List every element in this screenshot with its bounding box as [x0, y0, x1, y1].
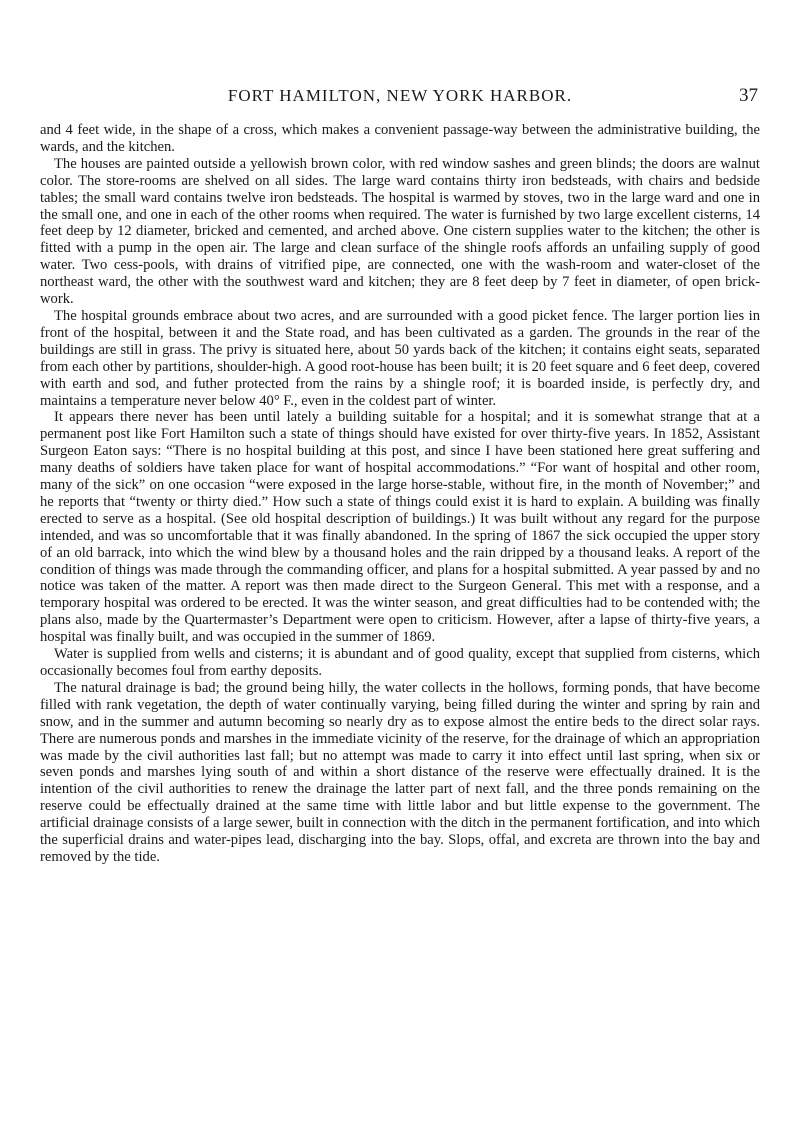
page-number: 37: [739, 85, 758, 106]
running-head: [40, 86, 760, 112]
body-text: [40, 122, 760, 866]
paragraph-drainage: The natural drainage is bad; the ground being hilly, the water collects in the hollows, forming ponds, that have become filled with rank vegetation, the depth of water continually varying, being filled during the winter and spring by rain and snow, and in the summer and autumn becoming so nearly dry as to expose almost the entire beds to the direct solar rays. There are numerous ponds and marshes in the immediate vicinity of the reserve, for the drainage of which an appropriation was made by the civil authorities last fall; but no attempt was made to carry it into effect until last spring, when six or seven ponds and marshes lying south of and within a short distance of the reserve were effectually drained. It is the intention of the civil authorities to renew the drainage the latter part of next fall, and the three ponds remaining on the reserve could be effectually drained at the same time with little labor and but little expense to the government. The artificial drainage consists of a large sewer, built in connection with the ditch in the permanent fortification, and into which the superficial drains and water-pipes lead, discharging into the bay. Slops, offal, and excreta are thrown into the bay and removed by the tide.: [40, 679, 760, 865]
paragraph-water-supply: Water is supplied from wells and cisterns; it is abundant and of good quality, except that supplied from cisterns, which occasionally becomes foul from earthy deposits.: [40, 646, 760, 679]
paragraph-house-fittings: The houses are painted outside a yellowish brown color, with red window sashes and green blinds; the doors are walnut color. The store-rooms are shelved on all sides. The large ward contains thirty iron bedsteads, with chairs and bedside tables; the small ward contains twelve iron bedsteads. The hospital is warmed by stoves, two in the large ward and one in the small one, and one in each of the other rooms when required. The water is furnished by two large excellent cisterns, 14 feet deep by 12 diameter, bricked and cemented, and arched above. One cistern supplies water to the kitchen; the other is fitted with a pump in the open air. The large and clean surface of the shingle roofs affords an unfailing supply of good water. Two cess-pools, with drains of vitrified pipe, are connected, one with the wash-room and water-closet of the northeast ward, the other with the southwest ward and kitchen; they are 8 feet deep by 7 feet in diameter, of open brick-work.: [40, 155, 760, 308]
paragraph-hospital-history: It appears there never has been until lately a building suitable for a hospital; and it is somewhat strange that at a permanent post like Fort Hamilton such a state of things should have existed for over thirty-five years. In 1852, Assistant Surgeon Eaton says: “There is no hospital building at this post, and since I have been stationed here great suffering and many deaths of soldiers have taken place for want of hospital accommodations.” “For want of hospital and other room, many of the sick” on one occasion “were exposed in the large horse-stable, without fire, in the month of November;” and he reports that “twenty or thirty died.” How such a state of things could exist it is hard to explain. A building was finally erected to serve as a hospital. (See old hospital description of buildings.) It was built without any regard for the purpose intended, and was so uncomfortable that it was finally abandoned. In the spring of 1867 the sick occupied the upper story of an old barrack, into which the wind blew by a thousand holes and the rain dripped by a thousand leaks. A report of the condition of things was made through the commanding officer, and plans for a hospital submitted. A year passed by and no notice was taken of the matter. A report was then made direct to the Surgeon General. This met with a response, and a temporary hospital was ordered to be erected. It was the winter season, and great difficulties had to be contended with; the plans also, made by the Quartermaster’s Department were open to criticism. However, after a lapse of thirty-five years, a hospital was finally built, and was occupied in the summer of 1869.: [40, 409, 760, 646]
paragraph-continuation: and 4 feet wide, in the shape of a cross, which makes a convenient passage-way between the administrative building, the wards, and the kitchen.: [40, 122, 760, 155]
running-title: FORT HAMILTON, NEW YORK HARBOR.: [227, 86, 573, 105]
paragraph-hospital-grounds: The hospital grounds embrace about two acres, and are surrounded with a good picket fence. The larger portion lies in front of the hospital, between it and the State road, and has been cultivated as a garden. The grounds in the rear of the buildings are still in grass. The privy is situated here, about 50 yards back of the kitchen; it contains eight seats, separated from each other by partitions, shoulder-high. A good root-house has been built; it is 20 feet square and 6 feet deep, covered with earth and sod, and futher protected from the rains by a shingle roof; it is boarded inside, is perfectly dry, and maintains a temperature never below 40° F., even in the coldest part of winter.: [40, 307, 760, 409]
